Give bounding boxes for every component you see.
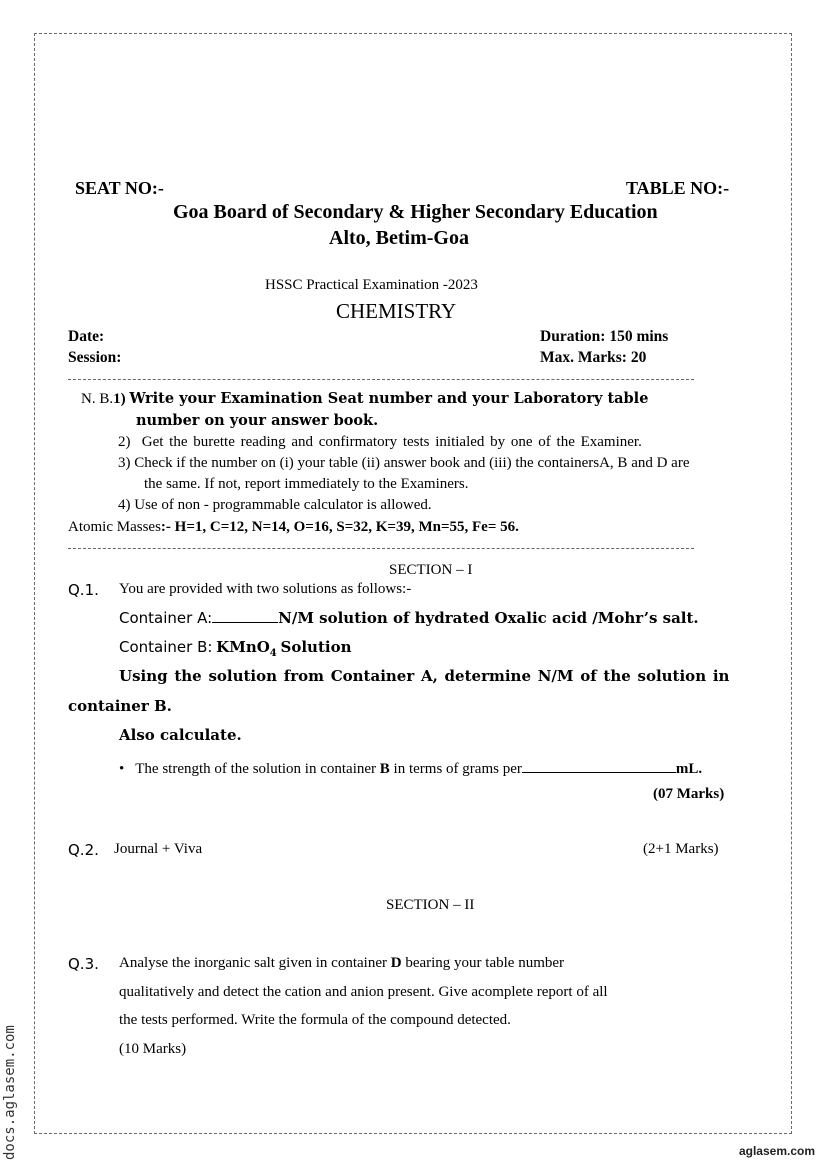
q1-marks: (07 Marks) (653, 786, 725, 802)
container-a-description: N/M solution of hydrated Oxalic acid /Mohr’s salt. (278, 609, 699, 627)
max-marks: Max. Marks: 20 (540, 349, 647, 366)
divider-top (68, 379, 694, 380)
q2-text: Journal + Viva (114, 841, 203, 857)
instruction-line-2: container B. (68, 697, 172, 715)
container-b-subscript: 4 (269, 648, 277, 659)
note-4-text: Use of non - programmable calculator is allowed. (134, 497, 432, 513)
q2-marks: (2+1 Marks) (643, 841, 719, 857)
note-2-number: 2) (118, 434, 131, 450)
q3-container-d: D (390, 955, 402, 971)
q3-line-1 (119, 955, 564, 972)
container-b (119, 638, 352, 659)
q3-marks: (10 Marks) (119, 1041, 187, 1057)
bullet-text-suffix: mL. (675, 761, 703, 777)
bullet-icon: • (119, 761, 125, 777)
q3-line-2: qualitatively and detect the cation and anion present. Give acomplete report of all (119, 984, 608, 1000)
divider-bottom (68, 548, 694, 549)
exam-title: HSSC Practical Examination -2023 (265, 277, 478, 293)
bullet-item (119, 758, 702, 778)
note-4 (118, 497, 432, 514)
subject-title: CHEMISTRY (336, 299, 457, 323)
container-a-blank (212, 608, 278, 623)
container-a (119, 608, 699, 628)
atomic-masses (68, 519, 519, 536)
q3-number: Q.3. (68, 955, 99, 973)
note-2-text: Get the burette reading and confirmatory tests initialed by one of the Examiner. (141, 434, 642, 450)
nb-prefix: N. B. (81, 391, 114, 407)
bullet-text-prefix: The strength of the solution in container (135, 761, 380, 777)
q3-line-1-c: bearing your table number (401, 955, 565, 971)
note-4-number: 4) (118, 497, 131, 513)
section-2-title: SECTION – II (386, 897, 475, 913)
note-3-text-cont: the same. If not, report immediately to the Examiners. (144, 476, 469, 492)
session-label: Session: (68, 349, 122, 366)
footer-watermark: aglasem.com (738, 1144, 815, 1158)
also-calculate: Also calculate. (119, 726, 242, 744)
container-b-solution: Solution (280, 638, 352, 656)
q3-line-3: the tests performed. Write the formula of the compound detected. (119, 1012, 511, 1028)
container-b-label: Container B: (119, 638, 213, 656)
date-label: Date: (68, 328, 105, 345)
duration: Duration: 150 mins (540, 328, 669, 345)
note-2 (118, 434, 642, 451)
note-3-text: Check if the number on (i) your table (ii) answer book and (iii) the containersA, B and D are (134, 455, 690, 471)
container-b-formula: KMnO (216, 638, 270, 656)
atomic-masses-label: Atomic Masses (68, 519, 161, 535)
q3-line-1-a: Analyse the inorganic salt given in container (119, 955, 391, 971)
note-3-number: 3) (118, 455, 131, 471)
q1-intro: You are provided with two solutions as follows:- (119, 581, 412, 597)
note-1-text-cont: number on your answer book. (136, 412, 379, 429)
q1-number: Q.1. (68, 581, 99, 599)
note-1-number: 1) (113, 391, 126, 407)
board-location: Alto, Betim-Goa (329, 227, 469, 249)
note-1 (81, 390, 648, 408)
bullet-text-bold: B (379, 761, 390, 777)
seat-no-label: SEAT NO:- (75, 178, 164, 198)
side-watermark: docs.aglasem.com (2, 1025, 18, 1160)
note-1-text: Write your Examination Seat number and your Laboratory table (129, 390, 649, 407)
board-name: Goa Board of Secondary & Higher Secondary Education (173, 201, 658, 223)
instruction-line-1: Using the solution from Container A, determine N/M of the solution in (119, 667, 730, 685)
section-1-title: SECTION – I (389, 562, 473, 578)
bullet-blank (522, 758, 676, 773)
q2-number: Q.2. (68, 841, 99, 859)
bullet-text-mid: in terms of grams per (389, 761, 522, 777)
container-a-label: Container A: (119, 609, 213, 627)
table-no-label: TABLE NO:- (626, 178, 730, 198)
note-3 (118, 455, 690, 472)
atomic-masses-values: :- H=1, C=12, N=14, O=16, S=32, K=39, Mn=55, Fe= 56. (160, 519, 519, 535)
